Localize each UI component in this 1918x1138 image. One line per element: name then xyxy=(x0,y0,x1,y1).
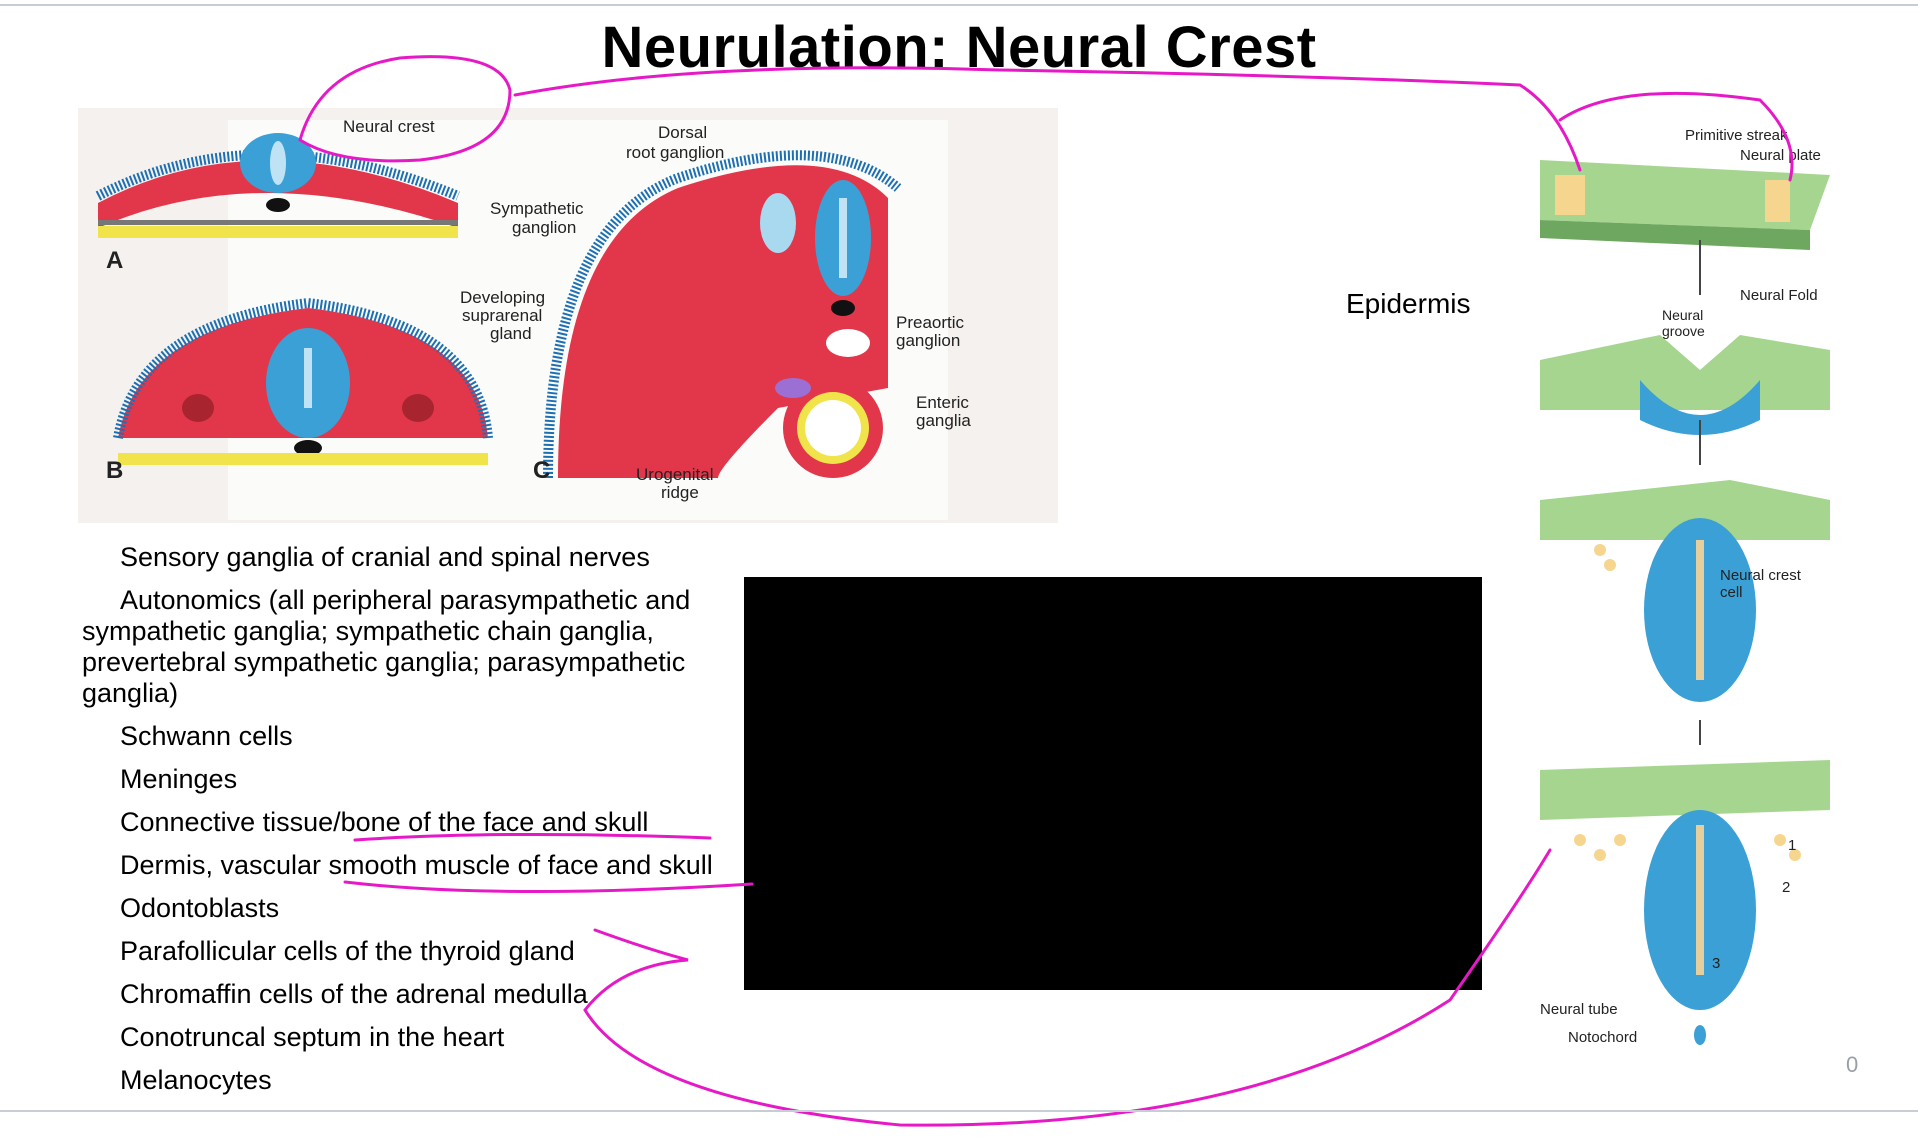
label-suprarenal-3: gland xyxy=(490,324,532,343)
label-neural-fold: Neural Fold xyxy=(1740,287,1818,304)
derivatives-list xyxy=(82,542,742,1108)
neural-crest-migration-figure xyxy=(78,108,1058,523)
list-item: Connective tissue/bone of the face and skull xyxy=(120,807,649,837)
list-item: Melanocytes xyxy=(120,1065,272,1095)
label-primitive-streak: Primitive streak xyxy=(1685,127,1788,144)
label-preaortic-2: ganglion xyxy=(896,331,961,350)
panel-c-label: C xyxy=(533,457,551,484)
panel-b-label: B xyxy=(106,457,124,484)
epidermis-label: Epidermis xyxy=(1346,288,1471,319)
list-item: Conotruncal septum in the heart xyxy=(120,1022,505,1052)
stage-neural-groove xyxy=(1540,335,1830,435)
label-enteric-1: Enteric xyxy=(916,393,969,412)
label-neural-plate: Neural plate xyxy=(1740,147,1821,164)
list-item: Meninges xyxy=(120,764,238,794)
slide-title: Neurulation: Neural Crest xyxy=(601,15,1317,80)
label-neural-groove-1: Neural xyxy=(1662,307,1704,323)
label-preaortic-1: Preaortic xyxy=(896,313,965,332)
stage-neural-plate xyxy=(1540,160,1830,250)
label-sympathetic-1: Sympathetic xyxy=(490,199,584,218)
label-urogenital-1: Urogenital xyxy=(636,465,714,484)
label-notochord: Notochord xyxy=(1568,1029,1638,1046)
label-enteric-2: ganglia xyxy=(916,411,971,430)
list-item: Autonomics (all peripheral parasympathetic and sympathetic ganglia; sympathetic chain ganglia, prevertebral sympathetic ganglia; parasympathetic ganglia) xyxy=(82,585,691,708)
top-border xyxy=(0,4,1918,6)
label-neural-crest-cell-2: cell xyxy=(1720,584,1743,601)
stage-neural-fold xyxy=(1540,480,1830,702)
page-number: 0 xyxy=(1846,1052,1859,1077)
bottom-border xyxy=(0,1110,1918,1112)
label-suprarenal-2: suprarenal xyxy=(462,306,543,325)
label-n1: 1 xyxy=(1788,837,1797,854)
label-n2: 2 xyxy=(1782,879,1791,896)
list-item: Odontoblasts xyxy=(120,893,280,923)
label-neural-tube: Neural tube xyxy=(1540,1001,1618,1018)
list-item: Sensory ganglia of cranial and spinal nerves xyxy=(120,542,650,572)
list-item: Dermis, vascular smooth muscle of face and skull xyxy=(120,850,713,880)
neurulation-stages-figure xyxy=(1300,120,1860,1060)
label-neural-groove-2: groove xyxy=(1662,323,1705,339)
label-dorsal-root-1: Dorsal xyxy=(658,123,708,142)
label-neural-crest-cell-1: Neural crest xyxy=(1720,567,1801,584)
label-sympathetic-2: ganglion xyxy=(512,218,577,237)
label-urogenital-2: ridge xyxy=(661,483,699,502)
label-n3: 3 xyxy=(1712,955,1721,972)
list-item: Schwann cells xyxy=(120,721,293,751)
list-item: Chromaffin cells of the adrenal medulla xyxy=(120,979,588,1009)
label-dorsal-root-2: root ganglion xyxy=(626,143,725,162)
label-neural-crest: Neural crest xyxy=(343,117,435,136)
panel-a-label: A xyxy=(106,247,124,274)
list-item: Parafollicular cells of the thyroid gland xyxy=(120,936,575,966)
label-suprarenal-1: Developing xyxy=(460,288,546,307)
